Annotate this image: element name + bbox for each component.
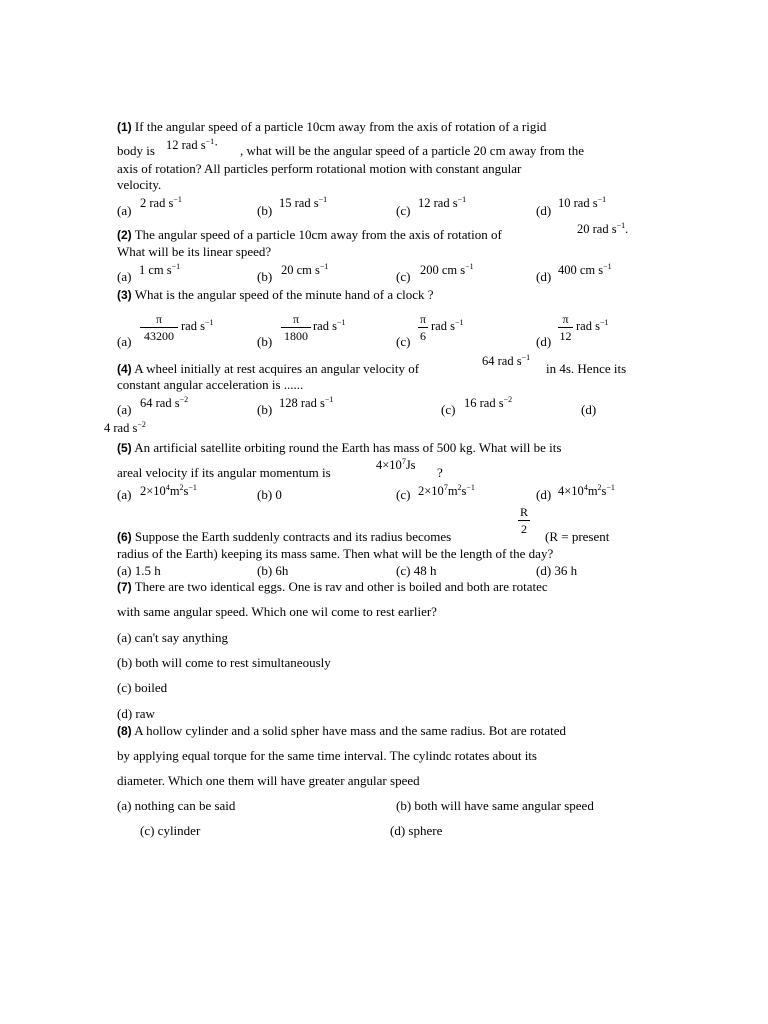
q1-option-b-label[interactable]: (b) bbox=[257, 203, 273, 218]
q5-option-a-value: $2\times 10^4m^2s^{-1}$ bbox=[140, 483, 197, 498]
q1-option-c-label[interactable]: (c) bbox=[396, 203, 411, 218]
q2-option-b-label[interactable]: (b) bbox=[257, 269, 273, 284]
q2-option-c-label[interactable]: (c) bbox=[396, 269, 411, 284]
question-6-fraction: R 2 bbox=[519, 505, 528, 536]
q2-option-d-value: 400 cm $s^{-1}$ bbox=[558, 262, 612, 277]
q4-option-a-value: 64 rad $s^{-2}$ bbox=[140, 395, 189, 410]
q3-option-d-label[interactable]: (d) bbox=[536, 334, 552, 349]
q8-option-d[interactable]: (d) sphere bbox=[390, 823, 443, 838]
q2-option-d-label[interactable]: (d) bbox=[536, 269, 552, 284]
question-number: (6) bbox=[117, 530, 132, 544]
q4-option-d-value: 4 rad $s^{-2}$ bbox=[104, 420, 146, 435]
q3-option-d-unit: rad $s^{-1}$ bbox=[576, 318, 609, 333]
q4-option-d-label[interactable]: (d) bbox=[581, 402, 597, 417]
q3-option-b-label[interactable]: (b) bbox=[257, 334, 273, 349]
question-6-line1b: (R = present bbox=[545, 529, 610, 544]
question-8 bbox=[117, 724, 566, 737]
q3-option-a-unit: rad $s^{-1}$ bbox=[181, 318, 214, 333]
question-2-value: 20 rad $s^{-1}$. bbox=[577, 221, 629, 236]
q2-option-c-value: 200 cm $s^{-1}$ bbox=[420, 262, 474, 277]
question-1-line4: velocity. bbox=[117, 177, 162, 192]
q5-option-d-label[interactable]: (d) bbox=[536, 487, 552, 502]
q3-option-c-fraction: π 6 bbox=[419, 312, 427, 343]
question-text: An artificial satellite orbiting round the Earth has mass of 500 kg. What will be its bbox=[134, 440, 562, 455]
question-number: (4) bbox=[117, 362, 132, 376]
q3-option-a-fraction: π 43200 bbox=[140, 313, 178, 342]
q5-option-b-label[interactable]: (b) 0 bbox=[257, 487, 282, 502]
question-1-line2a: body is bbox=[117, 143, 155, 158]
q2-option-a-value: 1 cm $s^{-1}$ bbox=[139, 262, 181, 277]
q7-option-c[interactable]: (c) boiled bbox=[117, 680, 168, 695]
question-2 bbox=[117, 228, 502, 241]
q6-option-a[interactable]: (a) 1.5 h bbox=[117, 563, 161, 578]
question-1-line2b: , what will be the angular speed of a particle 20 cm away from the bbox=[240, 143, 585, 158]
question-text: A hollow cylinder and a solid spher have mass and the same radius. Bot are rotated bbox=[134, 723, 566, 738]
question-number: (1) bbox=[117, 120, 132, 134]
q3-option-b-fraction: π 1800 bbox=[281, 313, 311, 342]
q1-option-c-value: 12 rad $s^{-1}$ bbox=[418, 195, 467, 210]
question-number: (5) bbox=[117, 441, 132, 455]
question-number: (8) bbox=[117, 724, 132, 738]
question-text: Suppose the Earth suddenly contracts and its radius becomes bbox=[134, 529, 452, 544]
question-6 bbox=[117, 530, 451, 543]
q3-option-b-unit: rad $s^{-1}$ bbox=[313, 318, 346, 333]
q8-option-a[interactable]: (a) nothing can be said bbox=[117, 798, 236, 813]
q4-option-b-label[interactable]: (b) bbox=[257, 402, 273, 417]
question-2-line2: What will be its linear speed? bbox=[117, 244, 272, 259]
question-4-line2: constant angular acceleration is ...... bbox=[117, 377, 304, 392]
q1-option-a-value: 2 rad $s^{-1}$ bbox=[140, 195, 182, 210]
question-5 bbox=[117, 441, 561, 454]
question-3 bbox=[117, 288, 434, 301]
question-number: (2) bbox=[117, 228, 132, 242]
question-text: The angular speed of a particle 10cm away from the axis of rotation of bbox=[134, 227, 502, 242]
question-7-line2: with same angular speed. Which one wil come to rest earlier? bbox=[117, 604, 437, 619]
q3-option-a-label[interactable]: (a) bbox=[117, 334, 132, 349]
question-number: (3) bbox=[117, 288, 132, 302]
q8-option-b[interactable]: (b) both will have same angular speed bbox=[396, 798, 594, 813]
q5-option-d-value: $4\times 10^4m^2s^{-1}$ bbox=[558, 483, 615, 498]
q7-option-a[interactable]: (a) can't say anything bbox=[117, 630, 228, 645]
q2-option-a-label[interactable]: (a) bbox=[117, 269, 132, 284]
question-4-line1b: in 4s. Hence its bbox=[546, 361, 627, 376]
question-8-line3: diameter. Which one them will have greater angular speed bbox=[117, 773, 420, 788]
question-1-value: 12 rad $s^{-1}\cdot$ bbox=[166, 137, 219, 152]
q2-option-b-value: 20 cm $s^{-1}$ bbox=[281, 262, 329, 277]
question-text: What is the angular speed of the minute hand of a clock ? bbox=[134, 287, 434, 302]
question-4 bbox=[117, 362, 419, 375]
q5-option-c-value: $2\times 10^7m^2s^{-1}$ bbox=[418, 483, 475, 498]
q5-option-a-label[interactable]: (a) bbox=[117, 487, 132, 502]
q7-option-b[interactable]: (b) both will come to rest simultaneously bbox=[117, 655, 331, 670]
question-4-value: 64 rad $s^{-1}$ bbox=[482, 353, 531, 368]
q1-option-d-value: 10 rad $s^{-1}$ bbox=[558, 195, 607, 210]
q1-option-a-label[interactable]: (a) bbox=[117, 203, 132, 218]
q1-option-b-value: 15 rad $s^{-1}$ bbox=[279, 195, 328, 210]
question-1 bbox=[117, 120, 546, 133]
q3-option-d-fraction: π 12 bbox=[559, 312, 572, 343]
question-text: A wheel initially at rest acquires an angular velocity of bbox=[134, 361, 420, 376]
question-5-value: $4\times 10^7Js$ bbox=[376, 457, 416, 472]
q4-option-c-label[interactable]: (c) bbox=[441, 402, 456, 417]
q7-option-d[interactable]: (d) raw bbox=[117, 706, 155, 721]
q6-option-b[interactable]: (b) 6h bbox=[257, 563, 289, 578]
question-5-line2a: areal velocity if its angular momentum is bbox=[117, 465, 331, 480]
question-number: (7) bbox=[117, 580, 132, 594]
q3-option-c-label[interactable]: (c) bbox=[396, 334, 411, 349]
question-6-line2: radius of the Earth) keeping its mass same. Then what will be the length of the day? bbox=[117, 546, 554, 561]
q8-option-c[interactable]: (c) cylinder bbox=[140, 823, 201, 838]
q3-option-c-unit: rad $s^{-1}$ bbox=[431, 318, 464, 333]
q4-option-b-value: 128 rad $s^{-1}$ bbox=[279, 395, 334, 410]
q6-option-d[interactable]: (d) 36 h bbox=[536, 563, 578, 578]
question-7 bbox=[117, 580, 548, 593]
q1-option-d-label[interactable]: (d) bbox=[536, 203, 552, 218]
question-text: If the angular speed of a particle 10cm away from the axis of rotation of a rigid bbox=[134, 119, 547, 134]
q6-option-c[interactable]: (c) 48 h bbox=[396, 563, 437, 578]
q5-option-c-label[interactable]: (c) bbox=[396, 487, 411, 502]
question-text: There are two identical eggs. One is rav and other is boiled and both are rotatec bbox=[134, 579, 548, 594]
question-8-line2: by applying equal torque for the same time interval. The cylindc rotates about its bbox=[117, 748, 537, 763]
q4-option-c-value: 16 rad $s^{-2}$ bbox=[464, 395, 513, 410]
question-1-line3: axis of rotation? All particles perform rotational motion with constant angular bbox=[117, 161, 522, 176]
q4-option-a-label[interactable]: (a) bbox=[117, 402, 132, 417]
question-5-line2b: ? bbox=[437, 465, 443, 480]
